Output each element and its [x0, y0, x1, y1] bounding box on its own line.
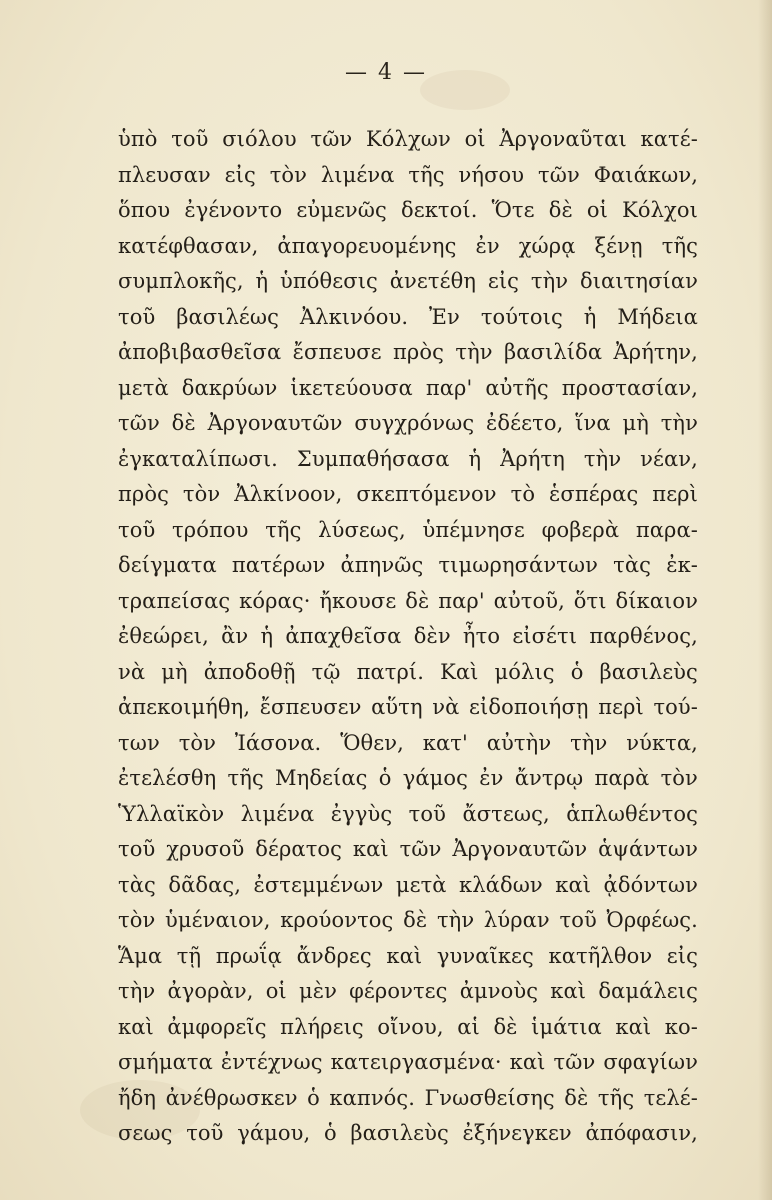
- text-line: τραπείσας κόρας· ἤκουσε δὲ παρ' αὐτοῦ, ὅτι δίκαιον: [118, 588, 698, 613]
- text-line: ἐγκαταλίπωσι. Συμπαθήσασα ἡ Ἀρήτη τὴν νέαν,: [118, 446, 698, 471]
- text-line: νὰ μὴ ἀποδοθῇ τῷ πατρί. Καὶ μόλις ὁ βασιλεὺς: [118, 659, 698, 684]
- text-line: ἐθεώρει, ἂν ἡ ἀπαχθεῖσα δὲν ἦτο εἰσέτι παρθένος,: [118, 624, 698, 648]
- page-number: — 4 —: [345, 60, 427, 85]
- text-line: τοῦ χρυσοῦ δέρατος καὶ τῶν Ἀργοναυτῶν ἁψάντων: [118, 837, 698, 861]
- text-line: Ὑλλαϊκὸν λιμένα ἐγγὺς τοῦ ἄστεως, ἁπλωθέντος: [118, 801, 698, 826]
- text-line: πρὸς τὸν Ἀλκίνοον, σκεπτόμενον τὸ ἑσπέρας περὶ: [118, 482, 698, 506]
- text-line: ἐτελέσθη τῆς Μηδείας ὁ γάμος ἐν ἄντρῳ παρὰ τὸν: [118, 766, 698, 790]
- text-line: τῶν δὲ Ἀργοναυτῶν συγχρόνως ἐδέετο, ἵνα μὴ τὴν: [118, 411, 698, 435]
- text-line: τὴν ἀγορὰν, οἱ μὲν φέροντες ἀμνοὺς καὶ δαμάλεις: [118, 979, 698, 1003]
- text-line: πλευσαν εἰς τὸν λιμένα τῆς νήσου τῶν Φαιάκων,: [118, 162, 698, 187]
- text-line: Ἅμα τῇ πρωΐᾳ ἄνδρες καὶ γυναῖκες κατῆλθον εἰς: [118, 943, 698, 968]
- text-line: μετὰ δακρύων ἱκετεύουσα παρ' αὐτῆς προστασίαν,: [118, 375, 698, 400]
- text-line: ἀποβιβασθεῖσα ἔσπευσε πρὸς τὴν βασιλίδα Ἀρήτην,: [118, 340, 698, 364]
- text-line: των τὸν Ἰάσονα. Ὅθεν, κατ' αὐτὴν τὴν νύκτα,: [118, 730, 698, 755]
- page-edge-shadow: [758, 0, 772, 1200]
- text-line: ἀπεκοιμήθη, ἔσπευσεν αὕτη νὰ εἰδοποιήσῃ περὶ τού-: [118, 695, 698, 719]
- text-line: ὑπὸ τοῦ σιόλου τῶν Κόλχων οἱ Ἀργοναῦται κατέ-: [118, 127, 698, 151]
- text-line: δείγματα πατέρων ἀπηνῶς τιμωρησάντων τὰς ἐκ-: [118, 553, 698, 577]
- text-line: τοῦ τρόπου τῆς λύσεως, ὑπέμνησε φοβερὰ παρα-: [118, 517, 698, 542]
- text-line: ὅπου ἐγένοντο εὐμενῶς δεκτοί. Ὅτε δὲ οἱ Κόλχοι: [118, 198, 698, 222]
- text-line: ἤδη ἀνέθρωσκεν ὁ καπνός. Γνωσθείσης δὲ τῆς τελέ-: [118, 1085, 698, 1110]
- text-line: κατέφθασαν, ἀπαγορευομένης ἐν χώρᾳ ξένῃ τῆς: [118, 233, 698, 258]
- text-line: σεως τοῦ γάμου, ὁ βασιλεὺς ἐξήνεγκεν ἀπόφασιν,: [118, 1121, 698, 1145]
- text-line: τοῦ βασιλέως Ἀλκινόου. Ἐν τούτοις ἡ Μήδεια: [118, 304, 698, 329]
- text-line: σμήματα ἐντέχνως κατειργασμένα· καὶ τῶν σφαγίων: [118, 1050, 698, 1074]
- text-line: τὸν ὑμέναιον, κρούοντος δὲ τὴν λύραν τοῦ Ὀρφέως.: [118, 908, 698, 932]
- text-line: καὶ ἀμφορεῖς πλήρεις οἴνου, αἱ δὲ ἱμάτια καὶ κο-: [118, 1014, 698, 1039]
- body-text: [118, 122, 698, 1152]
- text-line: συμπλοκῆς, ἡ ὑπόθεσις ἀνετέθη εἰς τὴν διαιτησίαν: [118, 269, 698, 293]
- text-line: τὰς δᾶδας, ἐστεμμένων μετὰ κλάδων καὶ ᾀδόντων: [118, 872, 698, 897]
